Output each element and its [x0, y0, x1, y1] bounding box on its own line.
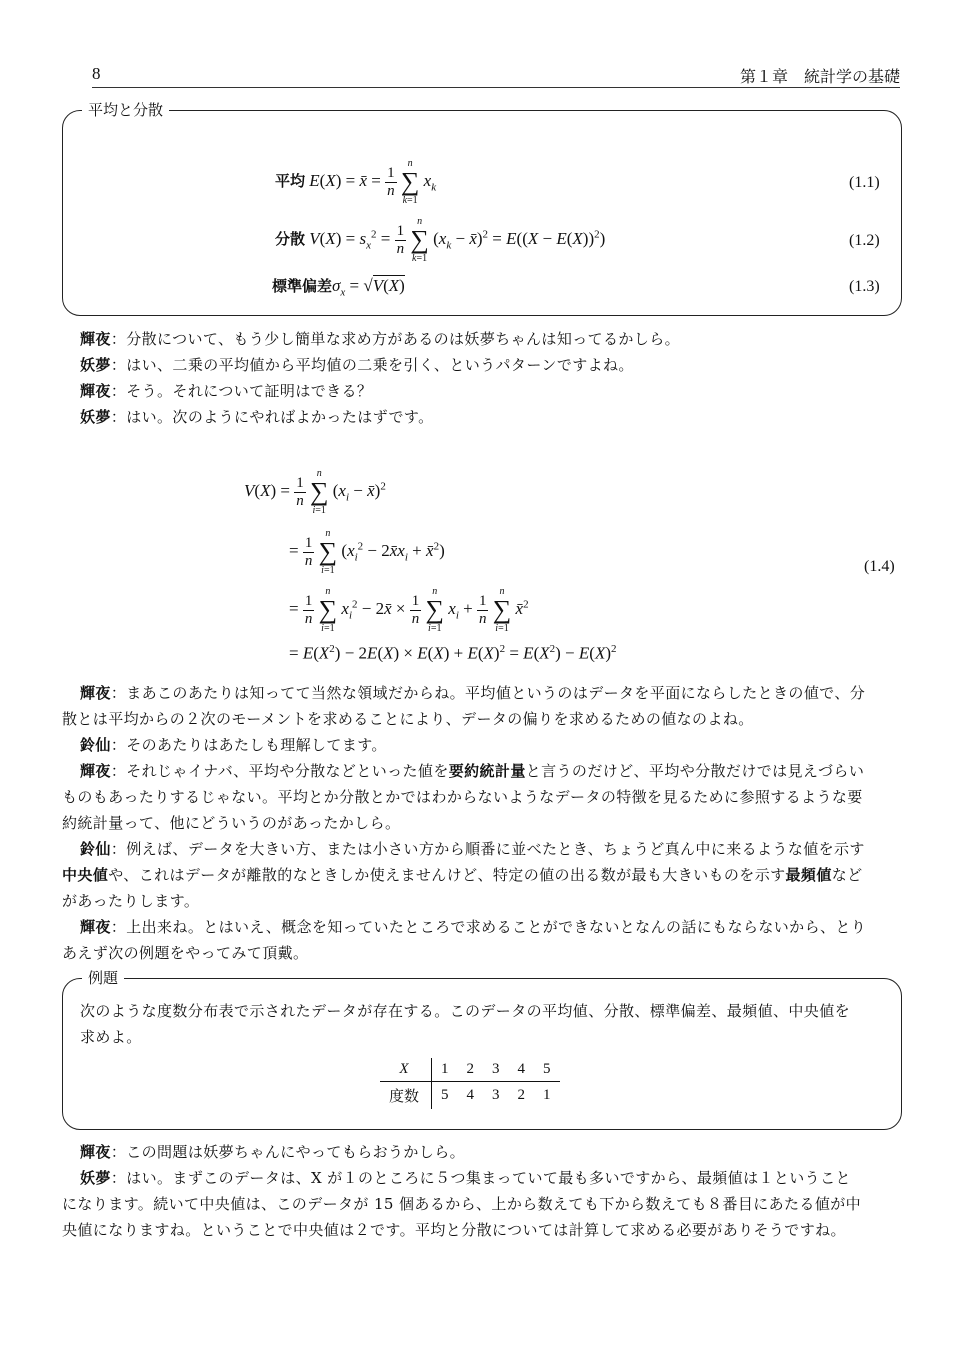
keyword-mode: 最頻値	[785, 866, 832, 884]
derivation-line-1: V(X) = $\frac{1}{n}$ n ∑ i=1 ($x_i$ − x̄)$^2$	[244, 468, 386, 516]
table-cell: 2	[458, 1058, 484, 1082]
frequency-table	[380, 1058, 560, 1109]
table-cell: 1	[432, 1058, 458, 1082]
table-row	[380, 1058, 560, 1082]
speaker: 妖夢	[80, 408, 111, 426]
table-cell: 2	[517, 1087, 526, 1103]
dialog-line	[80, 406, 433, 427]
utterance: など	[831, 866, 863, 884]
utterance: ：そう。それについて証明はできる？	[110, 382, 373, 400]
equation-number: (1.3)	[849, 278, 880, 295]
dialog-line: になります。続いて中央値は、このデータが 15 個あるから、上から数えても下から数えても８番目にあたる値が中	[62, 1195, 862, 1213]
table-cell: 4	[466, 1087, 475, 1103]
equation-number: (1.4)	[864, 558, 895, 575]
equation-stddev: 標準偏差$\sigma_x = √V(X)$	[272, 276, 405, 299]
dialog-line	[80, 682, 865, 703]
table-header-x: X	[380, 1058, 432, 1082]
keyword-median: 中央値	[62, 866, 109, 884]
header-rule	[92, 87, 900, 88]
speaker: 輝夜	[80, 382, 111, 400]
table-cell: 3	[483, 1058, 509, 1082]
problem-text: 求めよ。	[80, 1028, 142, 1046]
table-cell: 1	[543, 1087, 551, 1103]
dialog-line	[80, 760, 864, 781]
page-number: 8	[92, 64, 101, 83]
utterance: ：それじゃイナバ、平均や分散などといった値を	[110, 762, 449, 780]
table-cell: 5	[534, 1058, 560, 1082]
utterance: ：分散について、もう少し簡単な求め方があるのは妖夢ちゃんは知ってるかしら。	[110, 330, 681, 348]
definition-box	[62, 110, 902, 316]
speaker: 輝夜	[80, 1143, 111, 1161]
equation-variance: 分散 $V(X) = s_x^2$ = $\frac{1}{n}$ n ∑ k=1 ($x_k$ − x̄)$^2$ = $E((X - E(X))^2)$	[275, 216, 606, 264]
equation-mean: 平均 E(X) = x̄ = $\frac{1}{n}$ n ∑ k=1 $x_k$	[275, 158, 437, 206]
dialog-line	[80, 1141, 465, 1162]
problem-text: 次のような度数分布表で示されたデータが存在する。このデータの平均値、分散、標準偏差、最頻値、中央値を	[80, 1002, 851, 1020]
dialog-line	[80, 354, 634, 375]
speaker: 輝夜	[80, 330, 111, 348]
table-cell: 4	[509, 1058, 535, 1082]
dialog-line	[80, 380, 372, 401]
utterance: ：はい、二乗の平均値から平均値の二乗を引く、というパターンですよね。	[110, 356, 634, 374]
equation-label-variance: 分散	[275, 229, 306, 248]
utterance: ：上出来ね。とはいえ、概念を知っていたところで求めることができないとなんの話にもならないから、とり	[110, 918, 867, 936]
dialog-line	[62, 864, 863, 885]
derivation-line-3: = $\frac{1}{n}$ n ∑ i=1 $x_i^2$ − 2x̄ × $\frac{1}{n}$ n ∑ i=1 $x_i$ + $\frac{1}{n}$ n ∑ i=1 x̄$^2$	[289, 586, 529, 634]
example-box-title: 例題	[82, 967, 124, 988]
speaker: 鈴仙	[80, 840, 111, 858]
table-header-frequency: 度数	[380, 1082, 432, 1110]
equation-number: (1.2)	[849, 232, 880, 249]
dialog-line: があったりします。	[62, 892, 200, 910]
speaker: 輝夜	[80, 918, 111, 936]
dialog-line	[80, 1167, 851, 1188]
speaker: 鈴仙	[80, 736, 111, 754]
utterance: ：まあこのあたりは知ってて当然な領域だからね。平均値というのはデータを平面にならしたときの値で、分	[110, 684, 866, 702]
utterance: ：例えば、データを大きい方、または小さい方から順番に並べたとき、ちょうど真ん中に来るような値を示す	[110, 840, 865, 858]
utterance: や、これはデータが離散的なときしか使えませんけど、特定の値の出る数が最も大きいものを示す	[108, 866, 786, 884]
table-cell: 3	[492, 1087, 500, 1103]
equation-label-mean: 平均	[275, 171, 306, 190]
speaker: 妖夢	[80, 1169, 111, 1187]
speaker: 輝夜	[80, 684, 111, 702]
derivation-line-4: = $E(X^2) - 2E(X) \times E(X) + E(X)^2 = E(X^2) - E(X)^2$	[289, 643, 617, 663]
dialog-line	[80, 838, 865, 859]
utterance: ：はい。次のようにやればよかったはずです。	[110, 408, 434, 426]
dialog-line	[80, 328, 680, 349]
speaker: 妖夢	[80, 356, 111, 374]
utterance: ：はい。まずこのデータは、X が１のところに５つ集まっていて最も多いですから、最頻値は１ということ	[110, 1169, 851, 1187]
utterance: と言うのだけど、平均や分散だけでは見えづらい	[525, 762, 865, 780]
utterance: ：この問題は妖夢ちゃんにやってもらおうかしら。	[110, 1143, 466, 1161]
equation-label-stddev: 標準偏差	[272, 277, 333, 295]
keyword-summary-statistics: 要約統計量	[448, 762, 526, 780]
table-row	[380, 1082, 560, 1110]
dialog-line: あえず次の例題をやってみて頂戴。	[62, 944, 309, 962]
equation-number: (1.1)	[849, 174, 880, 191]
dialog-line	[80, 734, 387, 755]
dialog-line: 約統計量って、他にどういうのがあったかしら。	[62, 814, 401, 832]
utterance: ：そのあたりはあたしも理解してます。	[110, 736, 387, 754]
dialog-line: 央値になりますね。ということで中央値は２です。平均と分散については計算して求める必要がありそうですね。	[62, 1221, 846, 1239]
dialog-line	[80, 916, 866, 937]
definition-box-title: 平均と分散	[82, 99, 169, 120]
dialog-line: 散とは平均からの２次のモーメントを求めることにより、データの偏りを求めるための値なのよね。	[62, 710, 754, 728]
derivation-line-2: = $\frac{1}{n}$ n ∑ i=1 ($x_i^2$ − $2x̄x_i$ + x̄$^2$)	[289, 528, 445, 576]
speaker: 輝夜	[80, 762, 111, 780]
table-cell: 5	[441, 1087, 449, 1103]
dialog-line: ものもあったりするじゃない。平均とか分散とかではわからないようなデータの特徴を見るために参照するような要	[62, 788, 863, 806]
chapter-title: 第１章 統計学の基礎	[739, 67, 900, 86]
